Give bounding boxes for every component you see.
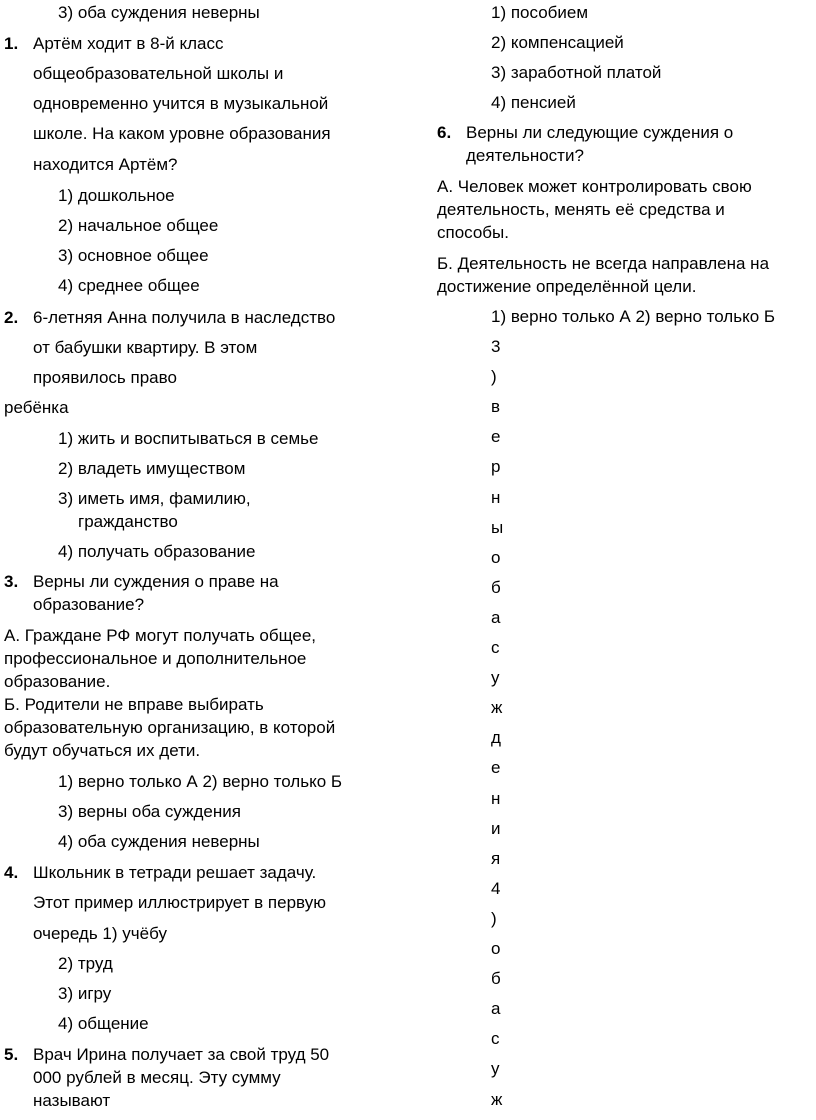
- answer-option: 2) начальное общее: [58, 216, 219, 235]
- answer-option: 2) труд: [58, 954, 113, 973]
- statement-line: образование.: [4, 672, 111, 691]
- vertical-char: ): [491, 909, 497, 928]
- question-text-line: Этот пример иллюстрирует в первую: [33, 893, 326, 912]
- vertical-char: с: [491, 638, 500, 657]
- answer-option: 1) верно только А 2) верно только Б: [58, 772, 343, 791]
- statement-line: профессиональное и дополнительное: [4, 649, 307, 668]
- question-text-line: Артём ходит в 8-й класс: [33, 34, 224, 53]
- question-text-line: Верны ли следующие суждения о: [466, 123, 734, 142]
- vertical-char: а: [491, 608, 501, 627]
- answer-option: 4) оба суждения неверны: [58, 832, 260, 851]
- vertical-char: у: [491, 1059, 500, 1078]
- question-text-line: называют: [33, 1091, 111, 1110]
- answer-option: 1) пособием: [491, 3, 589, 22]
- option-q0-3: 3) оба суждения неверны: [58, 3, 260, 22]
- answer-option: 3) иметь имя, фамилию,: [58, 489, 251, 508]
- statement-line: способы.: [437, 223, 509, 242]
- vertical-char: р: [491, 457, 501, 476]
- answer-option: 1) верно только А 2) верно только Б: [491, 307, 776, 326]
- vertical-char: о: [491, 939, 501, 958]
- vertical-char: д: [491, 728, 501, 747]
- question-number: 4.: [4, 863, 19, 882]
- answer-option: 4) пенсией: [491, 93, 576, 112]
- question-number: 3.: [4, 572, 19, 591]
- answer-option: 1) дошкольное: [58, 186, 175, 205]
- vertical-char: е: [491, 758, 501, 777]
- statement-line: достижение определённой цели.: [437, 277, 697, 296]
- question-text-line: от бабушки квартиру. В этом: [33, 338, 258, 357]
- vertical-char: б: [491, 578, 501, 597]
- vertical-char: ы: [491, 518, 504, 537]
- question-text-line: одновременно учится в музыкальной: [33, 94, 329, 113]
- answer-option-continued: гражданство: [78, 512, 178, 531]
- question-text-line: 000 рублей в месяц. Эту сумму: [33, 1068, 281, 1087]
- question-text-line: образование?: [33, 595, 145, 614]
- answer-option: 4) получать образование: [58, 542, 256, 561]
- question-text-line: Верны ли суждения о праве на: [33, 572, 279, 591]
- question-text-line: Врач Ирина получает за свой труд 50: [33, 1045, 330, 1064]
- statement-line: А. Граждане РФ могут получать общее,: [4, 626, 317, 645]
- vertical-char: ж: [491, 1090, 503, 1109]
- vertical-char: а: [491, 999, 501, 1018]
- vertical-char: с: [491, 1029, 500, 1048]
- vertical-char: ): [491, 367, 497, 386]
- vertical-char: н: [491, 488, 501, 507]
- answer-option: 2) владеть имуществом: [58, 459, 246, 478]
- statement-line: А. Человек может контролировать свою: [437, 177, 752, 196]
- answer-option: 4) общение: [58, 1014, 149, 1033]
- question-text-line: очередь 1) учёбу: [33, 924, 167, 943]
- vertical-char: у: [491, 668, 500, 687]
- vertical-char: 4: [491, 879, 501, 898]
- vertical-char: ж: [491, 698, 503, 717]
- statement-line: Б. Деятельность не всегда направлена на: [437, 254, 770, 273]
- vertical-char: б: [491, 969, 501, 988]
- answer-option: 3) заработной платой: [491, 63, 662, 82]
- answer-option: 3) верны оба суждения: [58, 802, 241, 821]
- statement-line: деятельность, менять её средства и: [437, 200, 725, 219]
- vertical-char: 3: [491, 337, 501, 356]
- answer-option: 1) жить и воспитываться в семье: [58, 429, 319, 448]
- statement-line: Б. Родители не вправе выбирать: [4, 695, 264, 714]
- answer-option: 3) основное общее: [58, 246, 209, 265]
- question-text-line: школе. На каком уровне образования: [33, 124, 331, 143]
- question-number: 6.: [437, 123, 452, 142]
- answer-option: 3) игру: [58, 984, 112, 1003]
- vertical-char: в: [491, 397, 501, 416]
- question-number: 5.: [4, 1045, 19, 1064]
- vertical-char: я: [491, 849, 501, 868]
- statement-line: будут обучаться их дети.: [4, 741, 201, 760]
- vertical-char: н: [491, 789, 501, 808]
- answer-option: 4) среднее общее: [58, 276, 200, 295]
- question-number: 2.: [4, 308, 19, 327]
- question-text-line: Школьник в тетради решает задачу.: [33, 863, 317, 882]
- vertical-char: о: [491, 548, 501, 567]
- statement-line: образовательную организацию, в которой: [4, 718, 336, 737]
- question-text-line: ребёнка: [4, 398, 69, 417]
- question-number: 1.: [4, 34, 19, 53]
- vertical-char: и: [491, 819, 501, 838]
- vertical-char: е: [491, 427, 501, 446]
- question-text-line: общеобразовательной школы и: [33, 64, 284, 83]
- question-text-line: 6-летняя Анна получила в наследство: [33, 308, 336, 327]
- answer-option: 2) компенсацией: [491, 33, 624, 52]
- question-text-line: проявилось право: [33, 368, 177, 387]
- question-text-line: деятельности?: [466, 146, 584, 165]
- question-text-line: находится Артём?: [33, 155, 178, 174]
